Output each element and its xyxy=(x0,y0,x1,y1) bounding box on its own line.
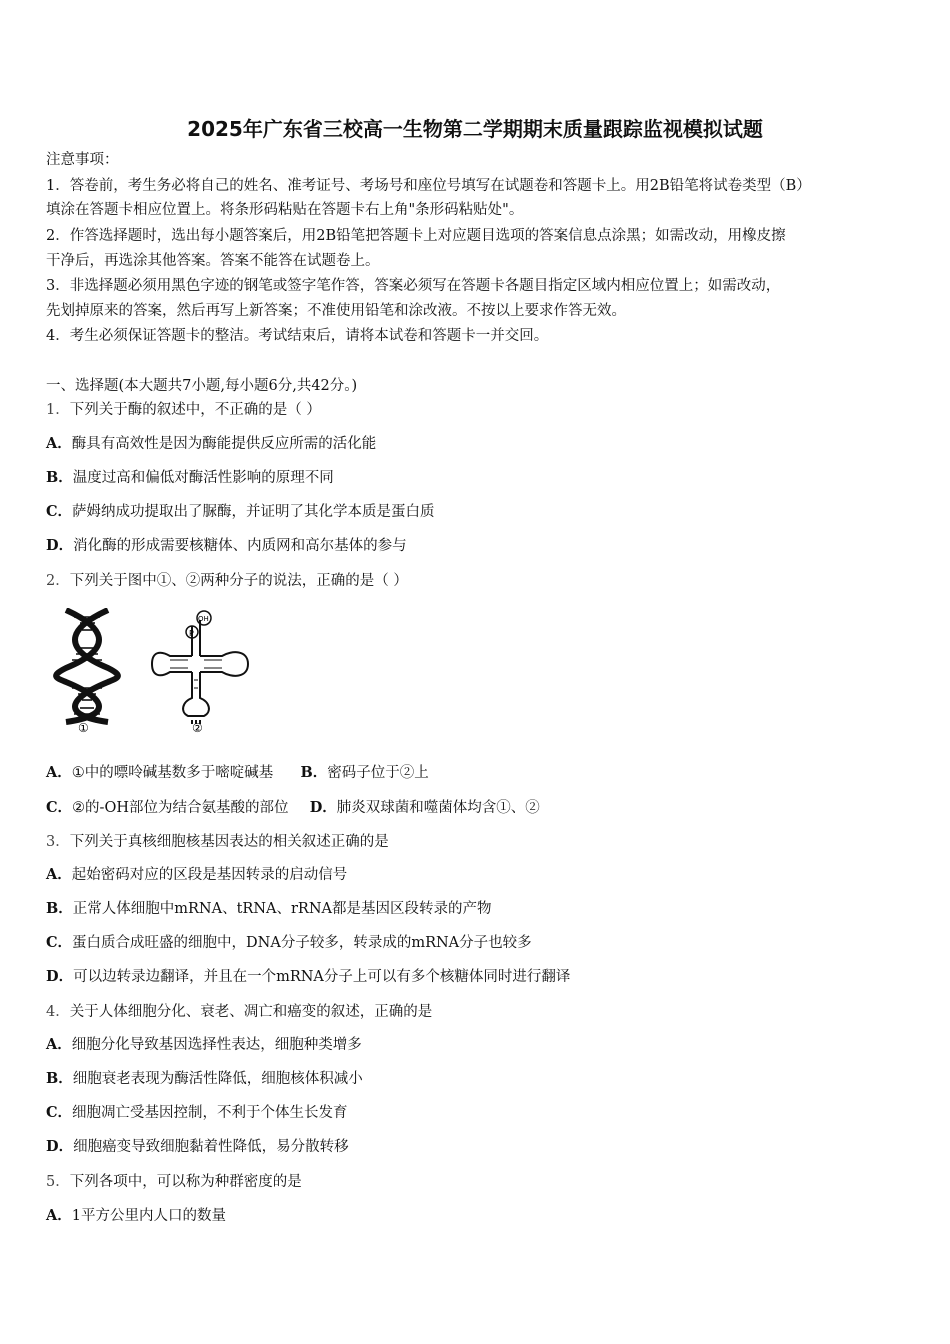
option-text: 细胞衰老表现为酶活性降低，细胞核体积减小 xyxy=(72,1071,363,1087)
option-letter: A． xyxy=(46,866,72,883)
option[interactable] xyxy=(310,800,540,816)
option[interactable] xyxy=(46,933,532,953)
option-text: ①中的嘌呤碱基数多于嘧啶碱基 xyxy=(71,765,274,781)
question-text: 下列各项中，可以称为种群密度的是 xyxy=(69,1174,302,1190)
option[interactable] xyxy=(46,468,334,488)
label-p: P xyxy=(189,629,194,638)
option[interactable] xyxy=(46,899,492,919)
notice-line: 3．非选择题必须用黑色字迹的钢笔或签字笔作答，答案必须写在答题卡各题目指定区域内相应位置上；如需改动， xyxy=(46,278,781,294)
option-text: 细胞癌变导致细胞黏着性降低，易分散转移 xyxy=(73,1139,349,1155)
option[interactable] xyxy=(46,765,273,781)
label-oh: OH xyxy=(198,615,209,623)
option-letter: B． xyxy=(300,764,328,781)
label-1: ① xyxy=(78,721,89,735)
trna-drawing xyxy=(152,611,248,724)
option-letter: B． xyxy=(46,900,73,917)
question-text: 下列关于图中①、②两种分子的说法，正确的是（ ） xyxy=(69,573,408,589)
option-text: 正常人体细胞中mRNA、tRNA、rRNA都是基因区段转录的产物 xyxy=(72,901,492,917)
option-text: 消化酶的形成需要核糖体、内质网和高尔基体的参与 xyxy=(73,538,407,554)
question-stem xyxy=(46,571,408,591)
option-text: 萨姆纳成功提取出了脲酶，并证明了其化学本质是蛋白质 xyxy=(72,504,435,520)
question-stem xyxy=(46,1002,432,1022)
option-letter: D． xyxy=(46,968,74,985)
option[interactable] xyxy=(46,1069,363,1089)
question-number: 1． xyxy=(46,402,70,418)
question-stem xyxy=(46,400,321,420)
option-text: 细胞凋亡受基因控制，不利于个体生长发育 xyxy=(72,1105,348,1121)
option-text: 起始密码对应的区段是基因转录的启动信号 xyxy=(71,867,348,883)
option-letter: C． xyxy=(46,799,73,816)
option-text: 肺炎双球菌和噬菌体均含①、② xyxy=(336,800,540,816)
option-text: 可以边转录边翻译，并且在一个mRNA分子上可以有多个核糖体同时进行翻译 xyxy=(73,969,571,985)
notice-line: 填涂在答题卡相应位置上。将条形码粘贴在答题卡右上角"条形码粘贴处"。 xyxy=(46,202,524,218)
notice-line: 先划掉原来的答案，然后再写上新答案；不准使用铅笔和涂改液。不按以上要求作答无效。 xyxy=(46,303,626,319)
option-letter: A． xyxy=(46,1207,72,1224)
option[interactable] xyxy=(46,434,376,454)
notice-line: 4．考生必须保证答题卡的整洁。考试结束后，请将本试卷和答题卡一并交回。 xyxy=(46,328,549,344)
option[interactable] xyxy=(46,1137,349,1157)
option-text: 温度过高和偏低对酶活性影响的原理不同 xyxy=(72,470,334,486)
question-text: 下列关于酶的叙述中，不正确的是（ ） xyxy=(69,402,321,418)
option-text: 酶具有高效性是因为酶能提供反应所需的活化能 xyxy=(71,436,377,452)
option-row xyxy=(46,798,540,818)
option-letter: D． xyxy=(46,537,74,554)
dna-helix-drawing xyxy=(56,610,118,722)
option[interactable] xyxy=(46,502,435,522)
notice-heading: 注意事项： xyxy=(46,152,119,168)
option-letter: C． xyxy=(46,1104,73,1121)
option-letter: A． xyxy=(46,1036,72,1053)
option[interactable] xyxy=(46,1103,348,1123)
option-row xyxy=(46,763,429,783)
question-number: 3． xyxy=(46,834,70,850)
option-text: ②的-OH部位为结合氨基酸的部位 xyxy=(72,800,289,816)
page-title: 2025年广东省三校高一生物第二学期期末质量跟踪监视模拟试题 xyxy=(187,117,763,141)
option-letter: C． xyxy=(46,934,73,951)
notice-line: 1．答卷前，考生务必将自己的姓名、准考证号、考场号和座位号填写在试题卷和答题卡上。用2B铅笔将试卷类型（B） xyxy=(46,178,811,194)
option-letter: B． xyxy=(46,469,73,486)
option-letter: C． xyxy=(46,503,73,520)
question-text: 下列关于真核细胞核基因表达的相关叙述正确的是 xyxy=(69,834,389,850)
notice-line: 干净后，再选涂其他答案。答案不能答在试题卷上。 xyxy=(46,253,380,269)
option[interactable] xyxy=(46,536,407,556)
option-text: 密码子位于②上 xyxy=(327,765,429,781)
question-number: 2． xyxy=(46,573,70,589)
question-number: 5． xyxy=(46,1174,70,1190)
option[interactable] xyxy=(46,800,288,816)
question-stem xyxy=(46,1172,302,1192)
option-text: 蛋白质合成旺盛的细胞中，DNA分子较多，转录成的mRNA分子也较多 xyxy=(72,935,532,951)
question-number: 4． xyxy=(46,1004,70,1020)
option[interactable] xyxy=(46,865,347,885)
option-text: 细胞分化导致基因选择性表达，细胞种类增多 xyxy=(71,1037,362,1053)
notice-line: 2．作答选择题时，选出每小题答案后，用2B铅笔把答题卡上对应题目选项的答案信息点涂黑；如需改动，用橡皮擦 xyxy=(46,228,786,244)
option[interactable] xyxy=(300,765,428,781)
option-letter: B． xyxy=(46,1070,73,1087)
label-2: ② xyxy=(192,721,203,735)
option[interactable] xyxy=(46,1206,226,1226)
option-letter: D． xyxy=(46,1138,74,1155)
option-letter: A． xyxy=(46,764,72,781)
option-letter: A． xyxy=(46,435,72,452)
question-stem xyxy=(46,832,389,852)
section-heading: 一、选择题(本大题共7小题,每小题6分,共42分。) xyxy=(46,378,358,394)
option-letter: D． xyxy=(309,799,337,816)
option[interactable] xyxy=(46,967,570,987)
option-text: 1平方公里内人口的数量 xyxy=(71,1208,226,1224)
dna-trna-figure xyxy=(52,608,262,736)
option[interactable] xyxy=(46,1035,362,1055)
question-text: 关于人体细胞分化、衰老、凋亡和癌变的叙述，正确的是 xyxy=(69,1004,433,1020)
